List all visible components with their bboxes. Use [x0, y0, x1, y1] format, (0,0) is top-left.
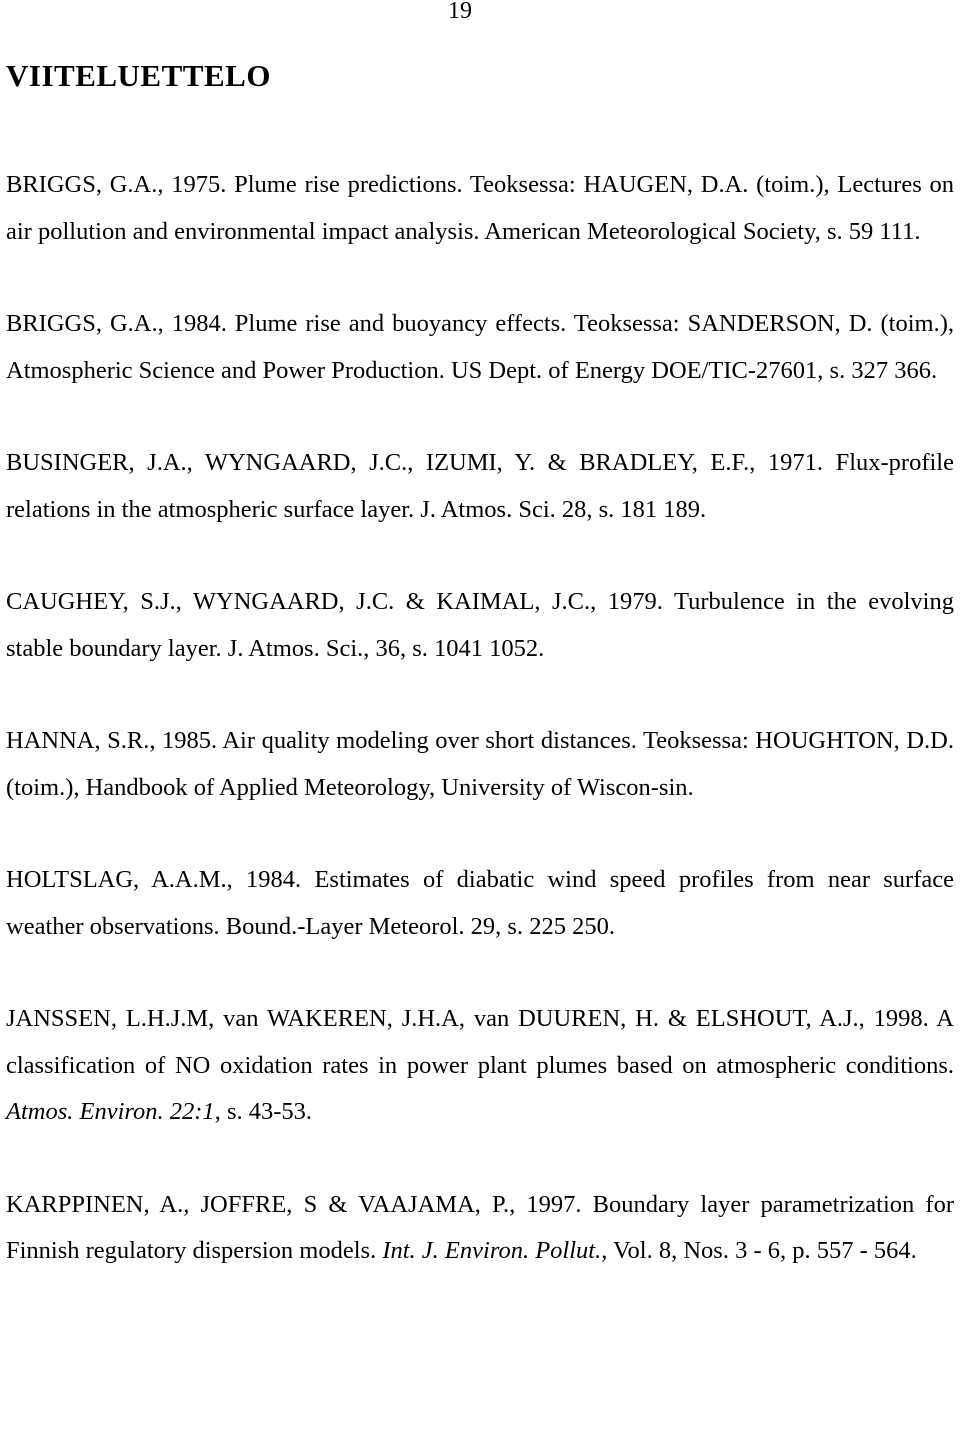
- reference-text: , s. 43-53.: [214, 1098, 313, 1125]
- reference-text: Vol. 8, Nos. 3 - 6, p. 557 - 564.: [607, 1237, 917, 1264]
- reference-item: HANNA, S.R., 1985. Air quality modeling over short distances. Teoksessa: HOUGHTON, D.D. (toim.), Handbook of Applied Meteorology, University of Wiscon-sin.: [6, 727, 954, 801]
- reference-item: [6, 996, 954, 1136]
- journal-name: Atmos. Environ. 22:1: [6, 1098, 215, 1125]
- reference-text: KARPPINEN, A., JOFFRE, S & VAAJAMA, P., 1997. Boundary layer parametrization for Finnish regulatory dispersion models.: [6, 1190, 954, 1264]
- reference-item: BUSINGER, J.A., WYNGAARD, J.C., IZUMI, Y. & BRADLEY, E.F., 1971. Flux-profile relations in the atmospheric surface layer. J. Atmos. Sci. 28, s. 181 189.: [6, 449, 954, 523]
- page-title: VIITELUETTELO: [6, 58, 271, 93]
- reference-list: [6, 162, 954, 1275]
- reference-item: BRIGGS, G.A., 1975. Plume rise predictions. Teoksessa: HAUGEN, D.A. (toim.), Lectures on air pollution and environmental impact analysis. American Meteorological Society, s. 59 111.: [6, 171, 954, 245]
- reference-item: BRIGGS, G.A., 1984. Plume rise and buoyancy effects. Teoksessa: SANDERSON, D. (toim.), Atmospheric Science and Power Production. US Dept. of Energy DOE/TIC-27601, s. 327 366.: [6, 310, 954, 384]
- reference-item: [6, 1182, 954, 1275]
- page-number: 19: [448, 0, 472, 24]
- reference-text: JANSSEN, L.H.J.M, van WAKEREN, J.H.A, van DUUREN, H. & ELSHOUT, A.J., 1998. A classification of NO oxidation rates in power plant plumes based on atmospheric conditions.: [6, 1005, 954, 1079]
- reference-item: HOLTSLAG, A.A.M., 1984. Estimates of diabatic wind speed profiles from near surface weather observations. Bound.-Layer Meteorol. 29, s. 225 250.: [6, 866, 954, 940]
- journal-name: Int. J. Environ. Pollut.,: [382, 1237, 608, 1264]
- reference-item: CAUGHEY, S.J., WYNGAARD, J.C. & KAIMAL, J.C., 1979. Turbulence in the evolving stable boundary layer. J. Atmos. Sci., 36, s. 1041 1052.: [6, 588, 954, 662]
